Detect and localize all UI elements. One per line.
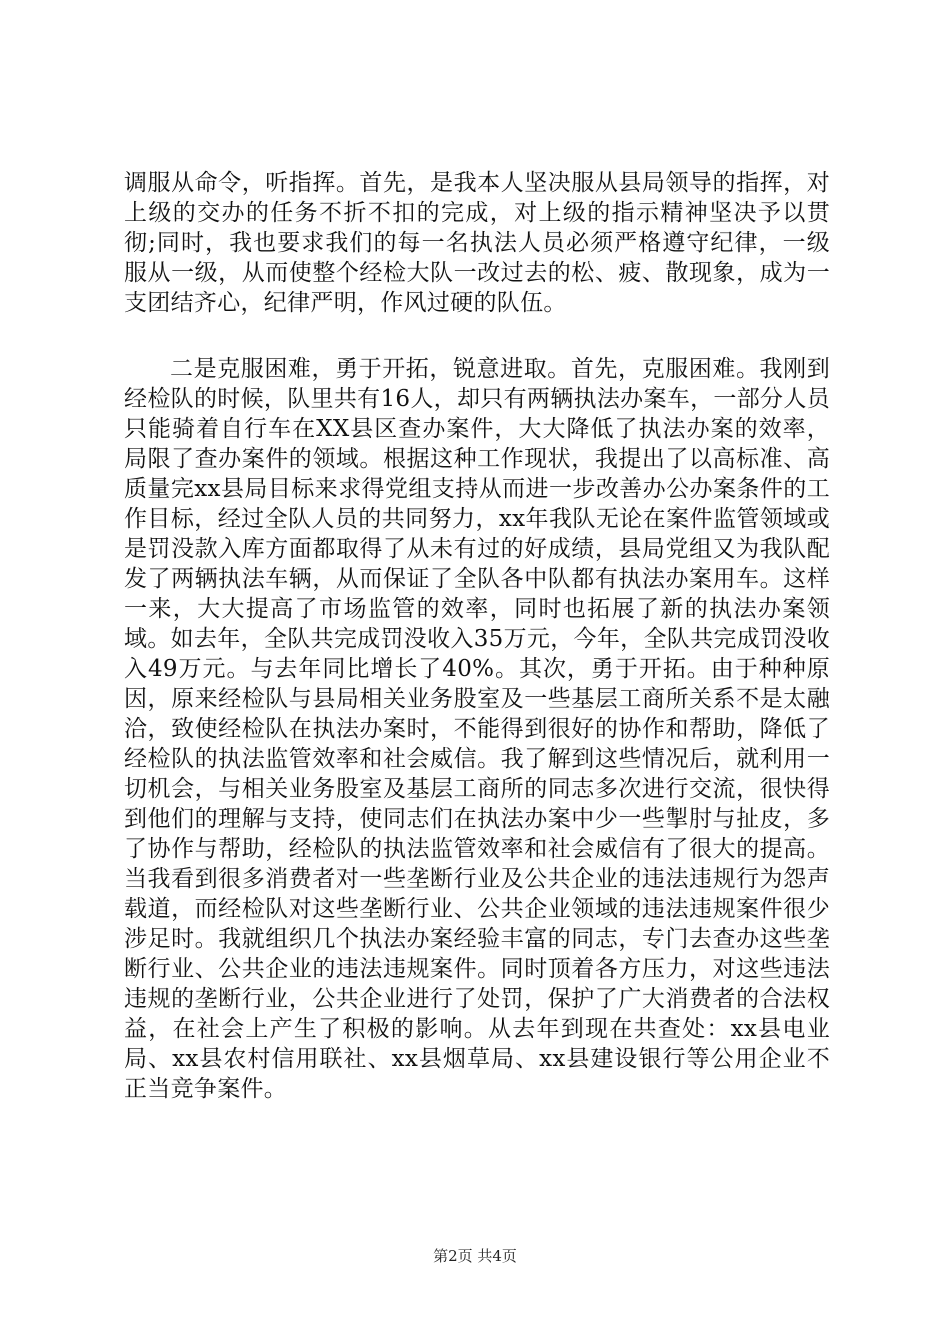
paragraph-gap (124, 318, 830, 354)
paragraph-1: 调服从命令，听指挥。首先，是我本人坚决服从县局领导的指挥，对上级的交办的任务不折不扣的完成，对上级的指示精神坚决予以贯彻;同时，我也要求我们的每一名执法人员必须严格遵守纪律，一级服从一级，从而使整个经检大队一改过去的松、疲、散现象，成为一支团结齐心，纪律严明，作风过硬的队伍。 (124, 170, 830, 316)
page-footer: 第2页 共4页 (433, 1247, 517, 1265)
document-body (124, 168, 830, 1104)
paragraph-2: 二是克服困难，勇于开拓，锐意进取。首先，克服困难。我刚到经检队的时候，队里共有16人，却只有两辆执法办案车，一部分人员只能骑着自行车在XX县区查办案件，大大降低了执法办案的效率，局限了查办案件的领域。根据这种工作现状，我提出了以高标准、高质量完xx县局目标来求得党组支持从而进一步改善办公办案条件的工作目标，经过全队人员的共同努力，xx年我队无论在案件监管领域或是罚没款入库方面都取得了从未有过的好成绩，县局党组又为我队配发了两辆执法车辆，从而保证了全队各中队都有执法办案用车。这样一来，大大提高了市场监管的效率，同时也拓展了新的执法办案领域。如去年，全队共完成罚没收入35万元，今年，全队共完成罚没收入49万元。与去年同比增长了40%。其次，勇于开拓。由于种种原因，原来经检队与县局相关业务股室及一些基层工商所关系不是太融洽，致使经检队在执法办案时，不能得到很好的协作和帮助，降低了经检队的执法监管效率和社会威信。我了解到这些情况后，就利用一切机会，与相关业务股室及基层工商所的同志多次进行交流，很快得到他们的理解与支持，使同志们在执法办案中少一些掣肘与扯皮，多了协作与帮助，经检队的执法监管效率和社会威信有了很大的提高。当我看到很多消费者对一些垄断行业及公共企业的违法违规行为怨声载道，而经检队对这些垄断行业、公共企业领域的违法违规案件很少涉足时。我就组织几个执法办案经验丰富的同志，专门去查办这些垄断行业、公共企业的违法违规案件。同时顶着各方压力，对这些违法违规的垄断行业，公共企业进行了处罚，保护了广大消费者的合法权益，在社会上产生了积极的影响。从去年到现在共查处：xx县电业局、xx县农村信用联社、xx县烟草局、xx县建设银行等公用企业不正当竞争案件。 (124, 356, 830, 1102)
